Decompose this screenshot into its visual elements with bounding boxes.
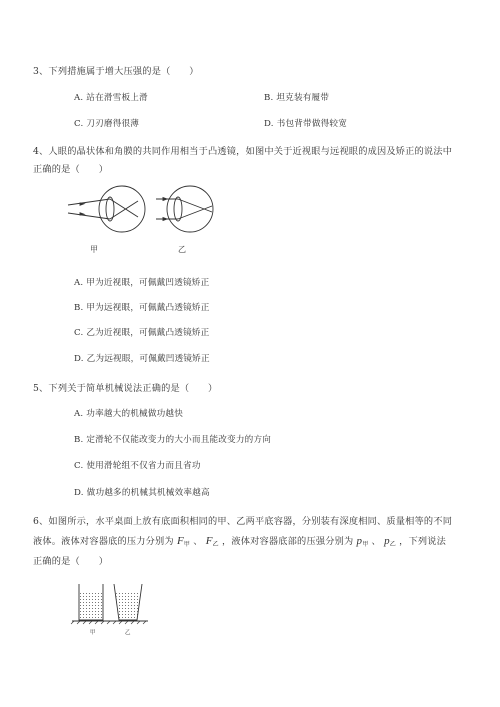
container-jia xyxy=(79,584,103,620)
question-4-option-a[interactable]: A. 甲为近视眼，可佩戴凹透镜矫正 xyxy=(74,278,210,288)
eye-yi-figure xyxy=(156,186,213,232)
container-label-yi: 乙 xyxy=(125,630,131,636)
force-symbol-jia: $F_甲$ xyxy=(176,535,191,548)
question-6-stem-line3: 正确的是（ ） xyxy=(33,556,109,567)
container-label-jia: 甲 xyxy=(90,630,96,636)
question-5-stem: 5、下列关于简单机械说法正确的是（ ） xyxy=(33,383,218,394)
question-4-stem-line1: 4、人眼的晶状体和角膜的共同作用相当于凸透镜，如图中关于近视眼与远视眼的成因及矫正的说法中 xyxy=(33,146,453,157)
force-symbol-yi: $F_乙$ xyxy=(205,535,219,548)
question-5-option-d[interactable]: D. 做功越多的机械其机械效率越高 xyxy=(74,488,210,498)
separator-1: 、 xyxy=(193,536,203,547)
figure-label-yi: 乙 xyxy=(178,245,186,254)
question-4-option-b[interactable]: B. 甲为远视眼，可佩戴凸透镜矫正 xyxy=(74,303,210,313)
stem-text-a: 液体。液体对容器底的压力分别为 xyxy=(33,536,174,547)
separator-2: 、 xyxy=(371,536,381,547)
stem-text-b: ，液体对容器底部的压强分别为 xyxy=(221,536,354,547)
question-4-option-c[interactable]: C. 乙为近视眼，可佩戴凸透镜矫正 xyxy=(74,328,210,338)
question-3-option-d[interactable]: D. 书包背带做得较宽 xyxy=(264,119,347,129)
figure-label-jia: 甲 xyxy=(90,245,98,254)
question-4-option-d[interactable]: D. 乙为远视眼，可佩戴凹透镜矫正 xyxy=(74,354,210,364)
question-3-option-b[interactable]: B. 坦克装有履带 xyxy=(264,93,330,103)
question-6-stem-line1: 6、如图所示，水平桌面上放有底面积相同的甲、乙两平底容器，分别装有深度相同、质量相等的不同 xyxy=(33,516,453,527)
container-yi xyxy=(114,584,142,620)
pressure-symbol-yi: $p_乙$ xyxy=(384,535,396,548)
question-6-stem-line2 xyxy=(33,533,446,548)
question-5-option-a[interactable]: A. 功率越大的机械做功越快 xyxy=(74,409,184,419)
question-5-option-c[interactable]: C. 使用滑轮组不仅省力而且省功 xyxy=(74,461,201,471)
pressure-symbol-jia: $p_甲$ xyxy=(356,535,369,548)
eye-jia-figure xyxy=(68,186,145,232)
question-3-option-a[interactable]: A. 站在滑雪板上滑 xyxy=(74,93,148,103)
containers-diagram xyxy=(70,580,150,628)
question-4-stem-line2: 正确的是（ ） xyxy=(33,164,109,175)
question-3-stem: 3、下列措施属于增大压强的是（ ） xyxy=(33,66,199,77)
stem-text-c: ，下列说法 xyxy=(399,536,447,547)
question-3-option-c[interactable]: C. 刀刃磨得很薄 xyxy=(74,119,140,129)
question-5-option-b[interactable]: B. 定滑轮不仅能改变力的大小而且能改变力的方向 xyxy=(74,435,272,445)
